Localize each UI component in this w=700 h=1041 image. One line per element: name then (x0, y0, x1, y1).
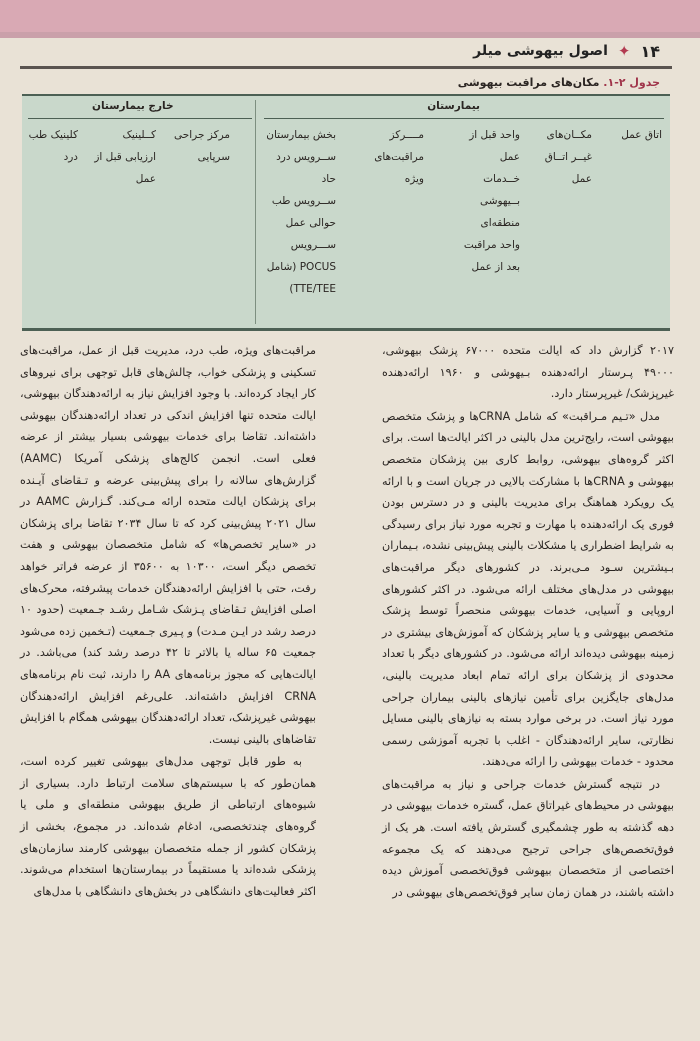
table-cell-line: ارزیابی قبل از (94, 151, 156, 164)
group-outside: خارج بیمارستان (92, 100, 174, 112)
page-header (20, 38, 660, 64)
table-column (170, 124, 230, 168)
table-cell-line: عمل (135, 173, 156, 186)
table-column (16, 124, 78, 168)
table-caption-label: جدول ۲-۱. (603, 76, 660, 89)
table-cell-line: حاد (321, 173, 336, 186)
table-cell-line: مــــرکز (389, 129, 424, 141)
paragraph: مراقبت‌های ویژه، طب درد، مدیریت قبل از عمل، مراقبت‌های تسکینی و پزشکی خواب، چالش‌های قابل توجهی برای نیروهای کار ایجاد کرده‌اند. با وجود افزایش نیاز به ارائه‌دهندگان بیهوشی، ایالت متحده تنها افزایش اندکی در تعداد ارائه‌دهندگان بیهوشی داشته‌اند. تقاضا برای خدمات بیهوشی بسیار بیشتر از عرضه فعلی است. انجمن کالج‌های پزشکی آمریکا (AAMC) گزارش‌های سالانه را برای پیش‌بینی عرضه و تـقاضای آیـنده برای پزشکان ایالت متحده ارائه مـی‌کند. گـزارش AAMC در سال ۲۰۲۱ پیش‌بینی کرد که تا سال ۲۰۳۴ تقاضا برای پزشکان در «سایر تخصص‌ها» که شامل متخصصان بیهوشی و هفت تخصص دیگر است، ۱۰۳۰۰ به ۳۵۶۰۰ از عرضه فراتر خواهد رفت، حتی با افزایش ارائه‌دهندگان خدمات پیشرفته، محرک‌های اصلی افزایش تـقاضای پـزشک شـامل رشـد جـمعیت (حدود ۱۰ درصد رشد در ایـن مـدت) و پـیری جـمعیت (تـخمین زده می‌شود جمعیت ۶۵ ساله یا بالاتر تا ۴۲ درصد رشد کند) می‌باشد. در ایالت‌هایی که مجوز برنامه‌های AA را دارند، ثبت نام برنامه‌های CRNA افزایش داشته‌اند. علی‌رغم افزایش ارائه‌دهندگان بیهوشی غیرپزشک، تعداد ارائه‌دهندگان بیهوشی همگام با افزایش تقاضاهای بالینی نیست. (20, 344, 317, 746)
table-caption-text: مکان‌های مراقبت بیهوشی (457, 76, 600, 89)
table-cell-line: مراقبت‌های (374, 151, 424, 164)
body-text (20, 340, 674, 1027)
table-cell-line: کــلینیک (122, 129, 156, 141)
table-column (348, 124, 424, 190)
right-text-column (382, 340, 674, 1027)
table-caption (458, 76, 660, 89)
group-outside-rule (28, 118, 252, 119)
left-text-column (20, 340, 316, 1027)
paragraph: به طور قابل توجهی مدل‌های بیهوشی تغییر کرده است، همان‌طور که با سیستم‌های سلامت ارتباط دارد. بسیاری از شیوه‌های ارتباطی از طریق بیهوشی منطقه‌ای و ملی یا گروه‌های چندتخصصی، ادغام شده‌اند. در مجموع، بخشی از پزشکان کشور از جمله متخصصان بیهوشی کارمند سازمان‌های پزشکی شده‌اند یا مستقیماً در بیمارستان‌ها استخدام می‌شوند. اکثر فعالیت‌های دانشگاهی در بخش‌های دانشگاهی با مدل‌های (20, 755, 316, 898)
table-column (442, 124, 520, 278)
header-rule (20, 66, 672, 69)
table-cell-line: عمل (499, 151, 520, 164)
top-color-band (0, 0, 700, 38)
table-cell-line: POCUS (شامل (266, 261, 336, 274)
table-cell-line: ویژه (404, 173, 424, 186)
table-cell-line: کلینیک طب (28, 129, 78, 141)
table-cell-line: بــیهوشی (479, 195, 520, 208)
chapter-title: اصول بیهوشی میلر (473, 43, 608, 59)
table-column (86, 124, 156, 190)
paragraph: ۲۰۱۷ گزارش داد که ایالت متحده ۶۷۰۰۰ پزشک بیهوشی، ۴۹۰۰۰ پـرستار ارائه‌دهنده بـیهوشی و ۱۹۶۰ ارائه‌دهنده غیرپزشک/ غیرپرستار دارد. (382, 344, 675, 401)
table-cell-line: مرکز جراحی (174, 129, 230, 141)
table-cell-line: TTE/TEE) (289, 283, 336, 296)
table-cell-line: درد (63, 151, 78, 164)
table-cell-line: بعد از عمل (471, 261, 520, 274)
group-hospital: بیمارستان (427, 100, 480, 112)
table-cell-line: عمل (571, 173, 592, 186)
table-cell-line: بخش بیمارستان (266, 129, 336, 141)
table-group-header (22, 96, 670, 120)
table-cell-line: خــدمات (483, 173, 520, 186)
table-cell-line: حوالی عمل (285, 217, 336, 230)
table-cell-line: مکــان‌های (546, 129, 592, 141)
table-cell-line: واحد مراقبت (463, 239, 520, 252)
paragraph: مدل «تـیم مـراقبت» که شامل CRNAها و پزشک متخصص بیهوشی است، رایج‌ترین مدل بالینی در اکثر ایالت‌ها است. برای اکثر گروه‌های بیهوشی، روابط کاری بین پزشکان متخصص بیهوشی و CRNAها با مشارکت بالایی در جریان است و با ارائه یک رویکرد هماهنگ برای مدیریت بالینی و در دسترس بودن فوری یک ارائه‌دهنده با مهارت و تجربه مورد نیاز برای رسیدگی به شرایط اضطراری یا مشکلات بالینی پیش‌بینی نشده، بـیماران بـیشترین سـود مـی‌برند. در کشورهای دیگر مراقبت‌های بیهوشی در مدل‌های مختلف ارائه می‌شود. در اکثر کشورهای اروپایی و آسیایی، خدمات بیهوشی منحصراً توسط پزشک متخصص بیهوشی و یا سایر پزشکان که آموزش‌های بیشتری در زمینه بیهوشی دیده‌اند ارائه می‌شود. در کشورهای دیگر با تعداد محدودی از پزشکان برای ارائه تمام ابعاد مدیریت بالینی، مدل‌های جایگزین برای تأمین نیازهای بالینی بیماران جراحی مورد نیاز است. در برخی موارد بسته به نیازهای بالینی مسایل نظارتی، سایر ارائه‌دهندگان - اغلب با تجربه آموزشی رسمی محدود - خدمات بیهوشی را ارائه می‌دهند. (382, 409, 675, 769)
table-cell-line: واحد قبل از (469, 129, 520, 141)
page-number: ۱۴ (640, 41, 660, 61)
paragraph: در نتیجه گسترش خدمات جراحی و نیاز به مراقبت‌های بیهوشی در محیط‌های غیراتاق عمل، گستره خدمات بیهوشی در دهه گذشته به طور چشمگیری گسترش یافته است. هر یک از فوق‌تخصص‌های جراحی ترجیح می‌دهند که یک مجموعه اختصاصی از متخصصان بیهوشی فوق‌تخصصی آموزش دیده داشته باشند، در همان زمان سایر فوق‌تخصص‌های بیهوشی در (382, 777, 674, 899)
table-cell-line: ســـرویس (290, 239, 336, 252)
table-cell-line: ســرویس درد (276, 151, 336, 164)
table-column (530, 124, 592, 190)
table-column (250, 124, 336, 300)
table-columns (22, 124, 670, 322)
table-cell-line: منطقه‌ای (480, 217, 520, 230)
table-cell-line: غیــر اتــاق (544, 151, 592, 164)
care-locations-table (22, 94, 670, 331)
header-separator-icon: ✦ (617, 42, 631, 60)
table-cell-line: ســرویس طب (271, 195, 336, 208)
table-cell-line: سرپایی (197, 151, 230, 164)
table-cell-line: اتاق عمل (621, 129, 662, 141)
group-hospital-rule (264, 118, 664, 119)
table-column (604, 124, 662, 146)
